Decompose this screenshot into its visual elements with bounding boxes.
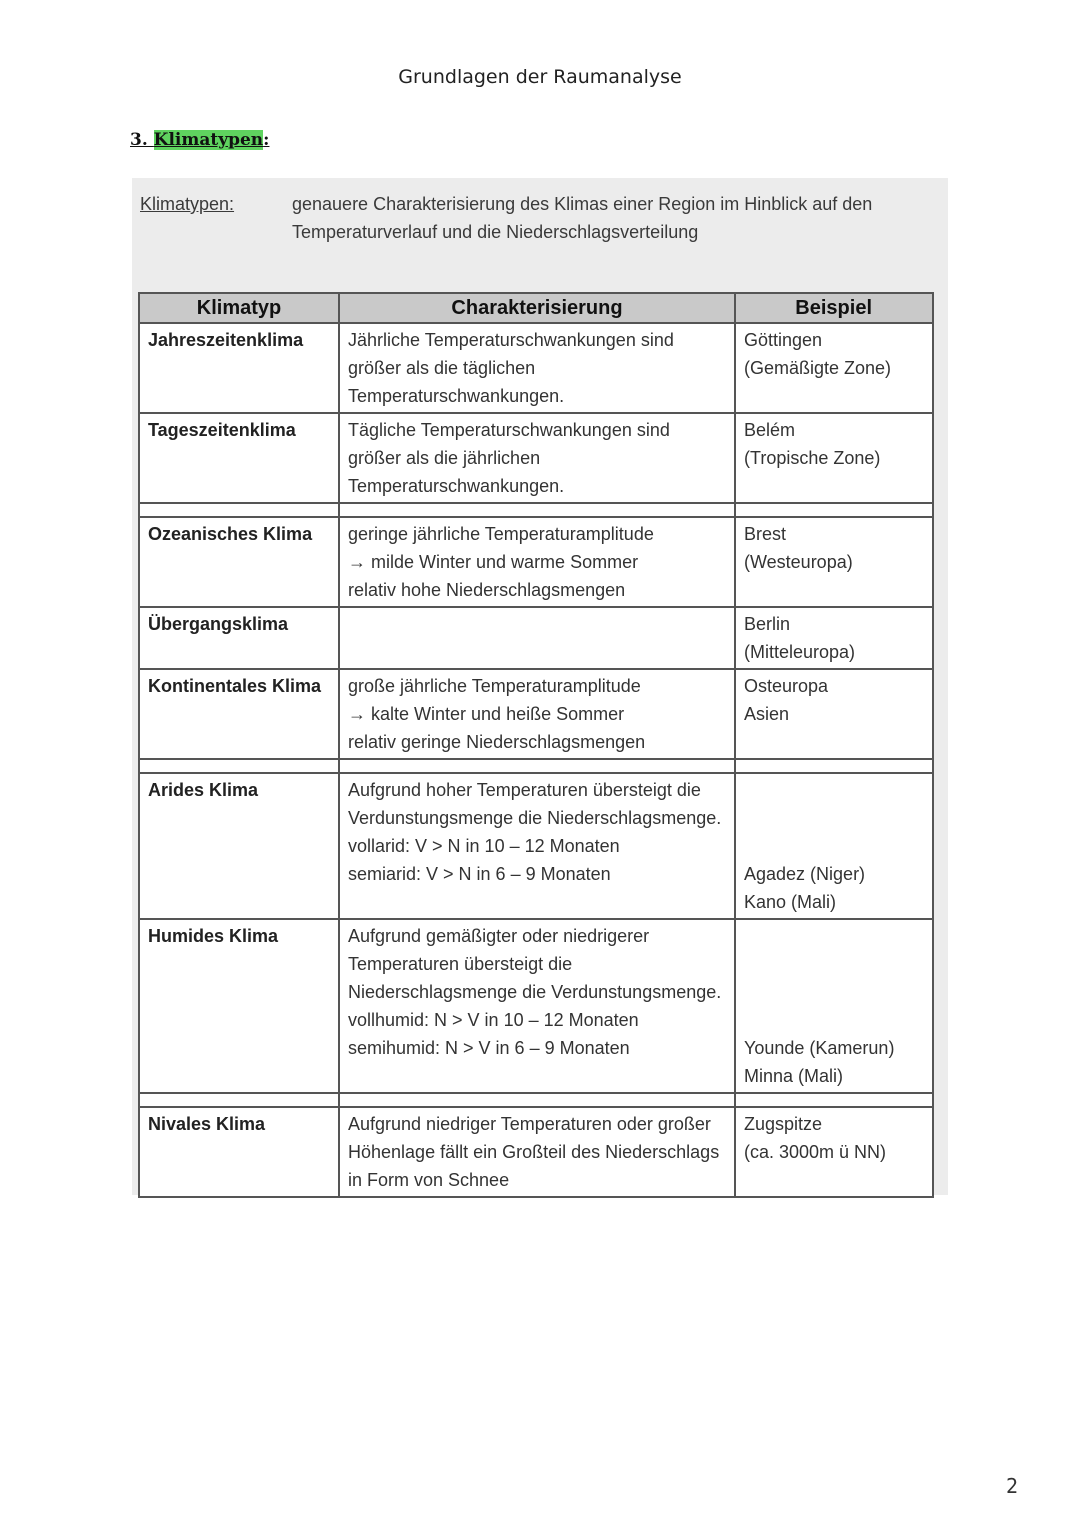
definition-term: Klimatypen: xyxy=(140,194,235,214)
table-row xyxy=(139,607,933,669)
cell-charakterisierung: geringe jährliche Temperaturamplitude → milde Winter und warme Sommer relativ hohe Niederschlagsmengen xyxy=(339,517,735,607)
table-header-row xyxy=(139,293,933,323)
table-row xyxy=(139,773,933,919)
table-row xyxy=(139,1107,933,1197)
table-row xyxy=(139,517,933,607)
header-beispiel: Beispiel xyxy=(735,293,933,323)
section-number: 3. xyxy=(130,130,154,150)
table-spacer-row xyxy=(139,1093,933,1107)
section-colon: : xyxy=(263,130,270,150)
cell-beispiel: Brest (Westeuropa) xyxy=(735,517,933,607)
cell-beispiel: Younde (Kamerun) Minna (Mali) xyxy=(735,919,933,1093)
cell-beispiel: Belém (Tropische Zone) xyxy=(735,413,933,503)
table-row xyxy=(139,323,933,413)
table-spacer-row xyxy=(139,503,933,517)
cell-charakterisierung: Jährliche Temperaturschwankungen sind größer als die täglichen Temperaturschwankungen. xyxy=(339,323,735,413)
cell-charakterisierung: Aufgrund hoher Temperaturen übersteigt die Verdunstungsmenge die Niederschlagsmenge. vollarid: V > N in 10 – 12 Monaten semiarid: V > N in 6 – 9 Monaten xyxy=(339,773,735,919)
table-row xyxy=(139,919,933,1093)
cell-charakterisierung: Tägliche Temperaturschwankungen sind größer als die jährlichen Temperaturschwankungen. xyxy=(339,413,735,503)
section-title xyxy=(130,130,269,150)
table-row xyxy=(139,413,933,503)
page-number: 2 xyxy=(1005,1474,1018,1498)
page-header-title: Grundlagen der Raumanalyse xyxy=(398,66,682,88)
cell-charakterisierung xyxy=(339,607,735,669)
cell-beispiel: Agadez (Niger) Kano (Mali) xyxy=(735,773,933,919)
table-row xyxy=(139,669,933,759)
cell-beispiel: Berlin (Mitteleuropa) xyxy=(735,607,933,669)
cell-charakterisierung: Aufgrund niedriger Temperaturen oder großer Höhenlage fällt ein Großteil des Niederschlags in Form von Schnee xyxy=(339,1107,735,1197)
cell-klimatyp: Kontinentales Klima xyxy=(139,669,339,759)
cell-klimatyp: Nivales Klima xyxy=(139,1107,339,1197)
scanned-table-image xyxy=(132,178,948,1195)
cell-klimatyp: Ozeanisches Klima xyxy=(139,517,339,607)
cell-beispiel: Zugspitze (ca. 3000m ü NN) xyxy=(735,1107,933,1197)
cell-klimatyp: Jahreszeitenklima xyxy=(139,323,339,413)
cell-beispiel: Osteuropa Asien xyxy=(735,669,933,759)
section-title-text: Klimatypen xyxy=(153,130,264,150)
header-charakterisierung: Charakterisierung xyxy=(339,293,735,323)
cell-beispiel: Göttingen (Gemäßigte Zone) xyxy=(735,323,933,413)
table-spacer-row xyxy=(139,759,933,773)
header-klimatyp: Klimatyp xyxy=(139,293,339,323)
climate-types-table xyxy=(138,292,934,1198)
cell-klimatyp: Humides Klima xyxy=(139,919,339,1093)
cell-charakterisierung: große jährliche Temperaturamplitude → kalte Winter und heiße Sommer relativ geringe Niederschlagsmengen xyxy=(339,669,735,759)
cell-klimatyp: Arides Klima xyxy=(139,773,339,919)
cell-charakterisierung: Aufgrund gemäßigter oder niedrigerer Temperaturen übersteigt die Niederschlagsmenge die Verdunstungsmenge. vollhumid: N > V in 10 – 12 Monaten semihumid: N > V in 6 – 9 Monaten xyxy=(339,919,735,1093)
definition-text: genauere Charakterisierung des Klimas einer Region im Hinblick auf den Temperaturverlauf und die Niederschlagsverteilung xyxy=(292,194,873,242)
cell-klimatyp: Übergangsklima xyxy=(139,607,339,669)
cell-klimatyp: Tageszeitenklima xyxy=(139,413,339,503)
